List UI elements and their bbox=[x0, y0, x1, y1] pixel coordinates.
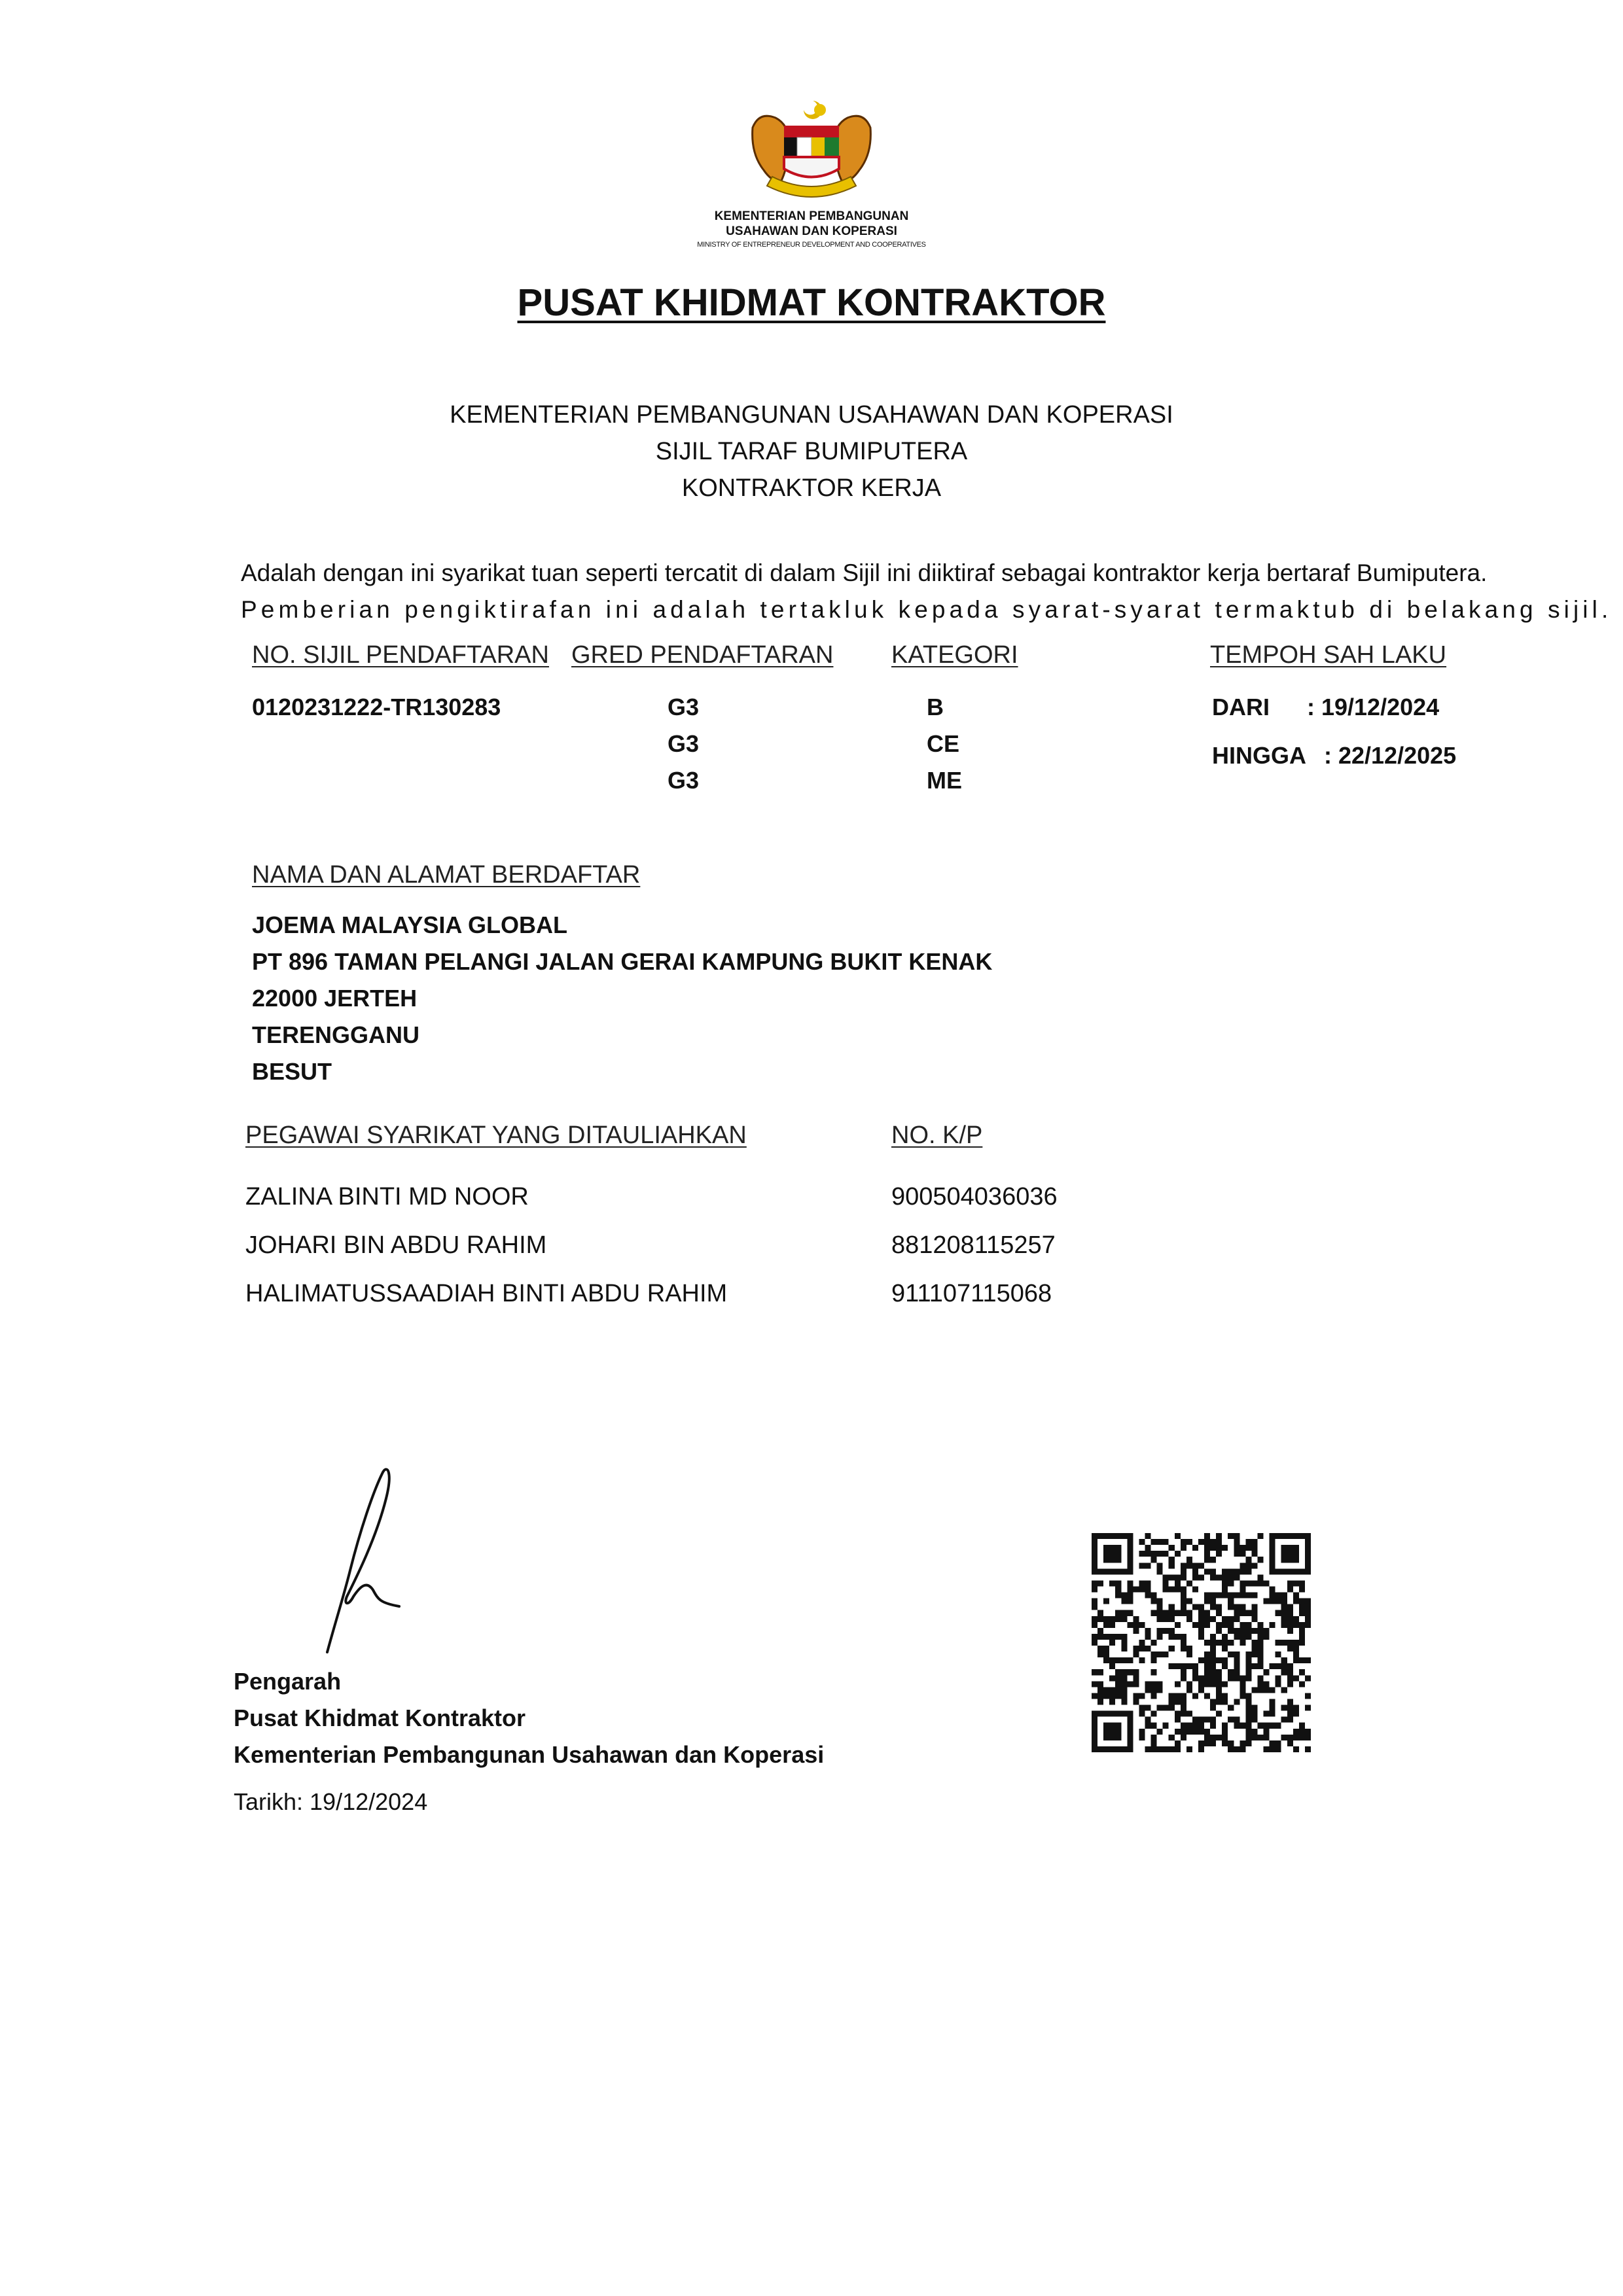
validity-to-value: : 22/12/2025 bbox=[1324, 742, 1457, 769]
address-postcode-city: 22000 JERTEH bbox=[252, 985, 418, 1012]
crest-line-1: KEMENTERIAN PEMBANGUNAN bbox=[714, 209, 909, 223]
signatory-title: Pengarah bbox=[234, 1668, 342, 1695]
qr-code-icon bbox=[1092, 1533, 1311, 1752]
page-title: PUSAT KHIDMAT KONTRAKTOR bbox=[517, 281, 1106, 324]
address-line-1: PT 896 TAMAN PELANGI JALAN GERAI KAMPUNG BUKIT KENAK bbox=[252, 948, 993, 975]
officer-ic-1: 900504036036 bbox=[891, 1183, 1058, 1210]
crest-line-3: MINISTRY OF ENTREPRENEUR DEVELOPMENT AND COOPERATIVES bbox=[697, 241, 926, 249]
contractor-type: KONTRAKTOR KERJA bbox=[681, 474, 942, 502]
validity-from-label: DARI bbox=[1212, 694, 1270, 720]
address-district: BESUT bbox=[252, 1058, 332, 1085]
officer-name-1: ZALINA BINTI MD NOOR bbox=[245, 1183, 529, 1210]
signature bbox=[308, 1466, 425, 1662]
crest-line-2: USAHAWAN DAN KOPERASI bbox=[726, 224, 897, 238]
header-kategori: KATEGORI bbox=[891, 641, 1018, 669]
recognition-paragraph-line2: Pemberian pengiktirafan ini adalah tertakluk kepada syarat-syarat termaktub di belakang sijil. bbox=[241, 596, 1613, 623]
officer-ic-2: 881208115257 bbox=[891, 1231, 1056, 1259]
officers-header-ic: NO. K/P bbox=[891, 1122, 983, 1149]
header-no-sijil: NO. SIJIL PENDAFTARAN bbox=[252, 641, 549, 669]
category-2: CE bbox=[927, 730, 960, 757]
qr-code bbox=[1092, 1533, 1311, 1752]
officer-name-3: HALIMATUSSAADIAH BINTI ABDU RAHIM bbox=[245, 1280, 728, 1307]
grade-3: G3 bbox=[668, 767, 700, 794]
ministry-crest bbox=[733, 98, 890, 206]
category-1: B bbox=[927, 694, 944, 720]
header-gred: GRED PENDAFTARAN bbox=[571, 641, 834, 669]
coat-of-arms-icon bbox=[733, 98, 890, 206]
company-name: JOEMA MALAYSIA GLOBAL bbox=[252, 911, 568, 938]
signature-icon bbox=[308, 1466, 425, 1662]
officer-ic-3: 911107115068 bbox=[891, 1280, 1052, 1307]
signatory-department: Pusat Khidmat Kontraktor bbox=[234, 1704, 526, 1731]
validity-to-label: HINGGA bbox=[1212, 742, 1306, 769]
address-state: TERENGGANU bbox=[252, 1021, 420, 1048]
validity-from-value: : 19/12/2024 bbox=[1307, 694, 1440, 720]
certificate-type: SIJIL TARAF BUMIPUTERA bbox=[655, 438, 968, 465]
signatory-ministry: Kementerian Pembangunan Usahawan dan Koperasi bbox=[234, 1741, 825, 1768]
recognition-paragraph-line1: Adalah dengan ini syarikat tuan seperti tercatit di dalam Sijil ini diiktiraf sebagai kontraktor kerja bertaraf Bumiputera. bbox=[241, 559, 1488, 586]
grade-1: G3 bbox=[668, 694, 700, 720]
issue-date: Tarikh: 19/12/2024 bbox=[234, 1788, 428, 1815]
header-tempoh: TEMPOH SAH LAKU bbox=[1210, 641, 1447, 669]
category-3: ME bbox=[927, 767, 962, 794]
grade-2: G3 bbox=[668, 730, 700, 757]
ministry-heading: KEMENTERIAN PEMBANGUNAN USAHAWAN DAN KOPERASI bbox=[450, 401, 1173, 429]
officers-header-name: PEGAWAI SYARIKAT YANG DITAULIAHKAN bbox=[245, 1122, 747, 1149]
address-header: NAMA DAN ALAMAT BERDAFTAR bbox=[252, 861, 641, 889]
registration-number: 0120231222-TR130283 bbox=[252, 694, 501, 720]
officer-name-2: JOHARI BIN ABDU RAHIM bbox=[245, 1231, 547, 1259]
